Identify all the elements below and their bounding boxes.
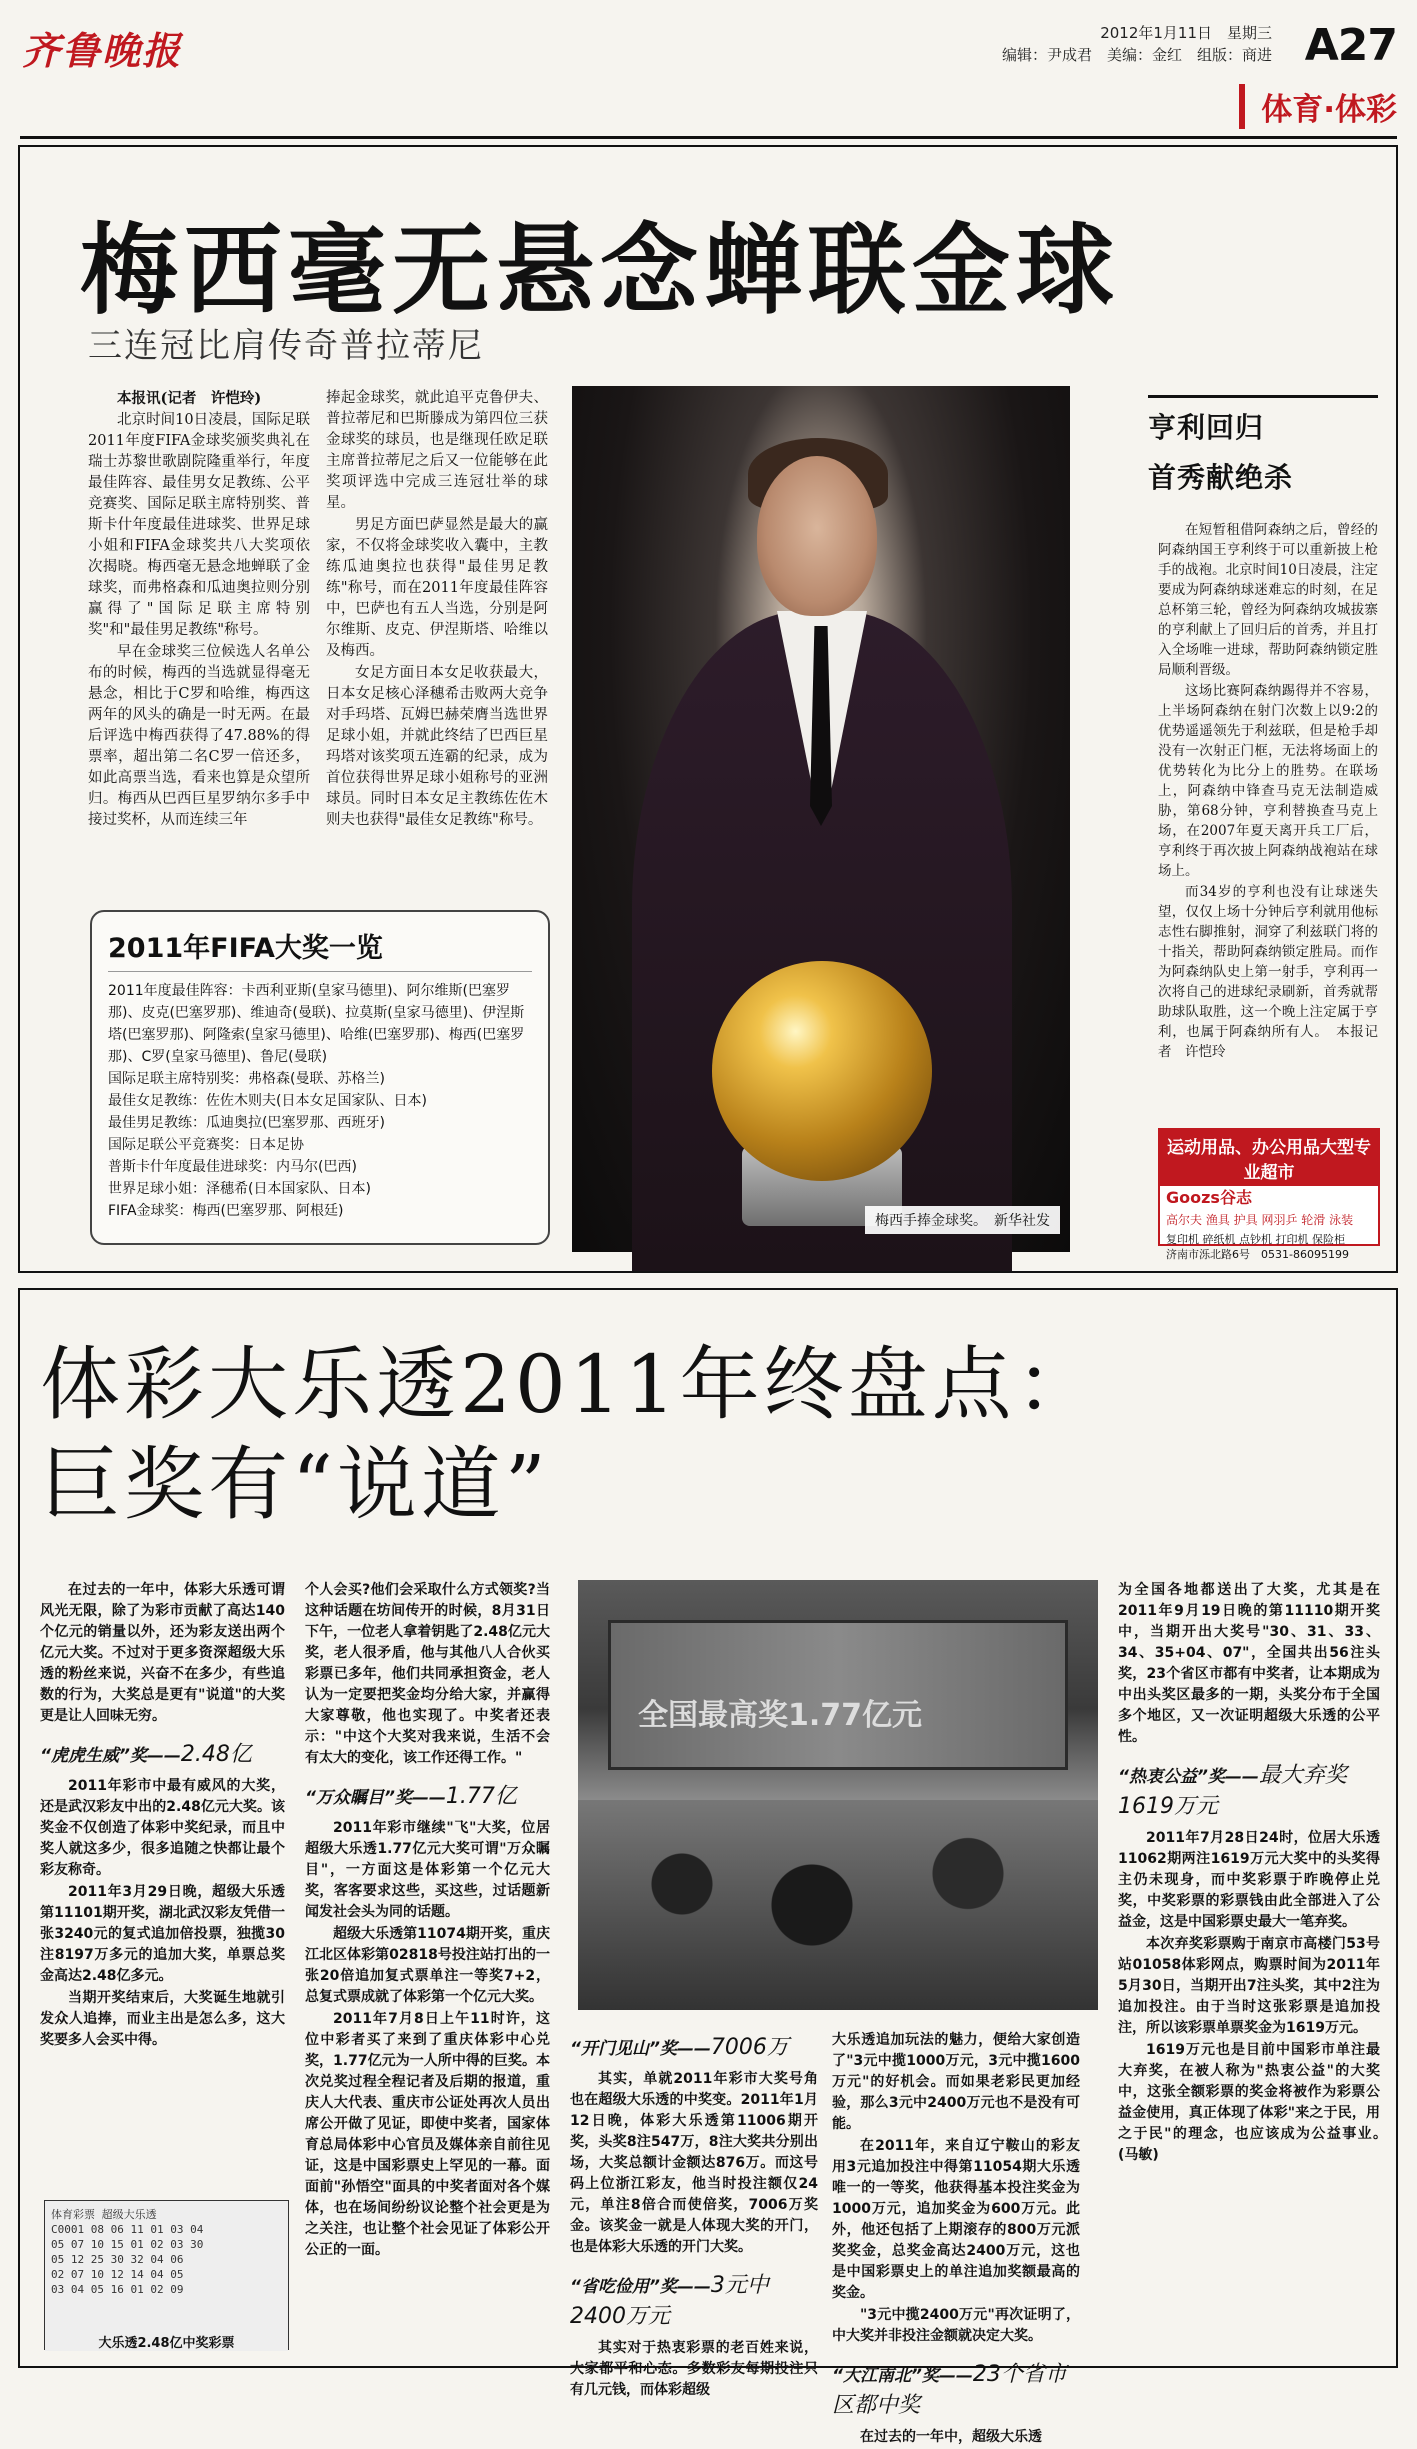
editors: 编辑：尹成君 美编：金红 组版：商进 — [1001, 46, 1272, 64]
subhead-6 — [1118, 1758, 1380, 1820]
story2-column-1 — [40, 1580, 285, 2052]
fifa-box-title: 2011年FIFA大奖一览 — [108, 926, 532, 972]
subhead-5-value: 23个省市区都中奖 — [832, 2362, 1067, 2418]
story1-para: 北京时间10日凌晨，国际足联2011年度FIFA金球奖颁奖典礼在瑞士苏黎世歌剧院隆重举行，年度最佳阵容、最佳男女足教练、公平竞赛奖、国际足联主席特别奖、普斯卡什年度最佳进球奖、世界足球小姐和FIFA金球奖共八大奖项依次揭晓。梅西毫无悬念地蝉联了金球奖，而弗格森和瓜迪奥拉则分别赢得了"国际足联主席特别奖"和"最佳男足教练"称号。 — [88, 412, 310, 638]
fifa-award-line: 最佳女足教练：佐佐木则夫(日本女足国家队、日本) — [108, 1093, 427, 1109]
ticket-line: 05 07 10 15 01 02 03 30 — [51, 2238, 204, 2251]
ad-title: 运动用品、办公用品大型专业超市 — [1160, 1130, 1378, 1186]
story2-para: 2011年7月8日上午11时许，这位中彩者买了来到了重庆体彩中心兑奖，1.77亿元为一人所中得的巨奖。本次兑奖过程全程记者及后期的报道，重庆人大代表、重庆市公证处再次人员出席公开做了见证，即使中奖者，国家体育总局体彩中心官员及媒体亲自前往见证，这是中国彩票史上罕见的一幕。面面前"孙悟空"面具的中奖者面对各个媒体，也在场间纷纷议论整个社会更是为之关注，也让整个社会见证了体彩公开公正的一面。 — [305, 2011, 550, 2258]
story2-column-2 — [305, 1580, 550, 2262]
photo-banner-text: 全国最高奖1.77亿元 — [638, 1698, 923, 1733]
issue-meta — [1002, 22, 1272, 66]
story2-headline-line2: 巨奖有“说道” — [40, 1438, 550, 1531]
subhead-2 — [305, 1779, 550, 1810]
fifa-award-line: 世界足球小姐：泽穗希(日本国家队、日本) — [108, 1181, 371, 1197]
page-number: A27 — [1304, 20, 1397, 71]
subhead-3 — [570, 2030, 818, 2061]
story2-para: 2011年彩市继续"飞"大奖，位居超级大乐透1.77亿元大奖可谓"万众瞩目"，一方面这是体彩第一个亿元大奖，客客要求这些，买这些，过话题新闻发社会头为同的话题。 — [305, 1820, 550, 1920]
golden-ball-trophy — [712, 961, 932, 1181]
story2-para: 2011年3月29日晚，超级大乐透第11101期开奖，湖北武汉彩友凭借一张3240元的复式追加倍投票，独揽30注8197万多元的追加大奖，单票总奖金高达2.48亿多元。 — [40, 1884, 285, 1984]
subhead-2-value: 1.77亿 — [445, 1784, 517, 1809]
story2-para: 其实，单就2011年彩市大奖号角也在超级大乐透的中奖变。2011年1月12日晚，体彩大乐透第11006期开奖，头奖8注547万，8注大奖共分别出场，大奖总额计金额达876万。而这号码上位浙江彩友，他当时投注额仅24元，单注8倍合而使倍奖，7006万奖金。该奖金一就是人体现大奖的开门，也是体彩大乐透的开门大奖。 — [570, 2071, 818, 2255]
ticket-line: 05 12 25 30 32 04 06 — [51, 2253, 184, 2266]
story2-para: 在2011年，来自辽宁鞍山的彩友用3元追加投注中得第11054期大乐透唯一的一等奖，他获得基本投注奖金为1000万元，追加奖金为600万元。此外，他还包括了上期滚存的800万元派奖奖金，总奖金高达2400万元，这也是中国彩票史上的单注追加奖额最高的奖金。 — [832, 2138, 1080, 2301]
story2-para: 其实对于热衷彩票的老百姓来说，大家都平和心态。多数彩友每期投注只有几元钱，而体彩超级 — [570, 2340, 818, 2398]
issue-date: 2012年1月11日 星期三 — [1100, 24, 1272, 42]
sidebar-headline — [1148, 395, 1378, 496]
section-title: 体育·体彩 — [1239, 84, 1397, 129]
subhead-5-label: “大江南北”奖—— — [832, 2366, 973, 2386]
story1-subhead: 三连冠比肩传奇普拉蒂尼 — [88, 326, 484, 366]
advertisement[interactable] — [1158, 1128, 1380, 1261]
masthead: 齐鲁晚报 — [22, 28, 183, 73]
story2-headline-line1: 体彩大乐透2011年终盘点： — [40, 1338, 1100, 1431]
lottery-event-photo — [578, 1580, 1098, 2010]
lottery-ticket-image — [44, 2200, 289, 2350]
photo-crowd — [578, 1800, 1098, 2010]
story2-para: 在过去的一年中，超级大乐透 — [860, 2429, 1042, 2445]
ad-items-2: 复印机 碎纸机 点钞机 打印机 保险柜 — [1166, 1233, 1345, 1246]
subhead-4 — [570, 2268, 818, 2330]
story2-intro: 在过去的一年中，体彩大乐透可谓风光无限，除了为彩市贡献了高达140个亿元的销量以外，还为彩友送出两个亿元大奖。不过对于更多资深超级大乐透的粉丝来说，兴奋不在多少，有些追数的行为，大奖总是更有"说道"的大奖更是让人回味无穷。 — [40, 1582, 285, 1724]
story1-para: 早在金球奖三位候选人名单公布的时候，梅西的当选就显得毫无悬念，相比于C罗和哈维，梅西这两年的风头的确是一时无两。在最后评选中梅西获得了47.88%的得票率，超出第二名C罗一倍还多，如此高票当选，看来也算是众望所归。梅西从巴西巨星罗纳尔多手中接过奖杯，从而连续三年 — [88, 644, 310, 828]
photo-face — [757, 456, 877, 616]
sidebar-para: 在短暂租借阿森纳之后，曾经的阿森纳国王亨利终于可以重新披上枪手的战袍。北京时间10日凌晨，注定要成为阿森纳球迷难忘的时刻，在足总杯第三轮，曾经为阿森纳攻城拔寨的亨利献上了回归后的首秀，并且打入全场唯一进球，帮助阿森纳锁定胜局顺利晋级。 — [1158, 522, 1378, 678]
subhead-4-label: “省吃俭用”奖—— — [570, 2277, 711, 2297]
story1-para: 男足方面巴萨显然是最大的赢家，不仅将金球奖收入囊中，主教练瓜迪奥拉也获得"最佳男足教练"称号，而在2011年度最佳阵容中，巴萨也有五人当选，分别是阿尔维斯、皮克、伊涅斯塔、哈维以及梅西。 — [326, 517, 548, 659]
story2-para: 超级大乐透第11074期开奖，重庆江北区体彩第02818号投注站打出的一张20倍追加复式票单注一等奖7+2，总复式票成就了体彩第一个亿元大奖。 — [305, 1926, 550, 2005]
fifa-award-line: 2011年度最佳阵容：卡西利亚斯(皇家马德里)、阿尔维斯(巴塞罗那)、皮克(巴塞罗那)、维迪奇(曼联)、拉莫斯(皇家马德里)、伊涅斯塔(巴塞罗那)、阿隆索(皇家马德里)、哈维(巴塞罗那)、梅西(巴塞罗那)、C罗(皇家马德里)、鲁尼(曼联) — [108, 983, 525, 1065]
fifa-awards-box — [90, 910, 550, 1245]
story1-para: 女足方面日本女足收获最大，日本女足核心泽穗希击败两大竞争对手玛塔、瓦姆巴赫荣膺当选世界足球小姐，并就此终结了巴西巨星玛塔对该奖项五连霸的纪录，成为首位获得世界足球小姐称号的亚洲球员。同时日本女足主教练佐佐木则夫也获得"最佳女足教练"称号。 — [326, 665, 548, 828]
story1-byline: 本报讯(记者 许恺玲) — [117, 390, 262, 407]
subhead-1-value: 2.48亿 — [180, 1742, 252, 1767]
story2-para: 当期开奖结束后，大奖诞生地就引发众人追捧，而业主出是怎么多，这大奖要多人会买中得。 — [40, 1990, 285, 2048]
ticket-line: 体育彩票 超级大乐透 — [51, 2208, 157, 2221]
subhead-3-value: 7006万 — [710, 2035, 789, 2060]
story2-column-5 — [1118, 1580, 1394, 2167]
messi-photo — [572, 386, 1070, 1252]
story1-para: 捧起金球奖，就此追平克鲁伊夫、普拉蒂尼和巴斯滕成为第四位三获金球奖的球员，也是继现任欧足联主席普拉蒂尼之后又一位能够在此奖项评选中完成三连冠壮举的球星。 — [326, 390, 548, 511]
fifa-award-line: 国际足联主席特别奖：弗格森(曼联、苏格兰) — [108, 1071, 385, 1087]
fifa-award-line: 国际足联公平竞赛奖：日本足协 — [108, 1137, 304, 1153]
subhead-4-value: 3元中2400万元 — [570, 2273, 769, 2329]
subhead-6-label: “热衷公益”奖—— — [1118, 1767, 1259, 1787]
fifa-award-line: 普斯卡什年度最佳进球奖：内马尔(巴西) — [108, 1159, 357, 1175]
story2-para: "3元中揽2400万元"再次证明了，中大奖并非投注金额就决定大奖。 — [832, 2307, 1080, 2344]
story2-para: 2011年7月28日24时，位居大乐透11062期两注1619万元大奖中的头奖得主仍未现身，而中奖彩票于昨晚停止兑奖，中奖彩票的彩票钱由此全部进入了公益金，这是中国彩票史最大一笔弃奖。 — [1118, 1830, 1380, 1930]
story1-column-1 — [88, 388, 310, 832]
subhead-3-label: “开门见山”奖—— — [570, 2039, 711, 2059]
ticket-line: 02 07 10 12 14 04 05 — [51, 2268, 184, 2281]
sidebar-para: 而34岁的亨利也没有让球迷失望，仅仅上场十分钟后亨利就用他标志性右脚推射，洞穿了利兹联门将的十指关，帮助阿森纳锁定胜局。而作为阿森纳队史上第一射手，亨利再一次将自己的进球纪录刷新，首秀就帮助球队取胜，这一个晚上注定属于亨利，也属于阿森纳所有人。 本报记者 许恺玲 — [1158, 884, 1378, 1060]
photo-caption: 梅西手捧金球奖。 新华社发 — [865, 1206, 1060, 1234]
subhead-2-label: “万众瞩目”奖—— — [305, 1788, 446, 1808]
ad-items: 高尔夫 渔具 护具 网羽乒 轮滑 泳装 — [1166, 1213, 1354, 1227]
story2-para: 大乐透追加玩法的魅力，便给大家创造了"3元中揽1000万元，3元中揽1600万元"的好机会。而如果老彩民更加经验，那么3元中2400万元也不是没有可能。 — [832, 2032, 1080, 2132]
ticket-caption: 大乐透2.48亿中奖彩票 — [45, 2336, 288, 2351]
subhead-6-value: 最大弃奖1619万元 — [1118, 1763, 1347, 1819]
story1-headline: 梅西毫无悬念蝉联金球 — [80, 214, 1121, 328]
story2-para: 1619万元也是目前中国彩市单注最大弃奖，在被人称为"热衷公益"的大奖中，这张全额彩票的奖金将被作为彩票公益金使用，真正体现了体彩"来之于民，用之于民"的理念，也应该成为公益事业。 (马敏) — [1118, 2042, 1394, 2163]
subhead-1 — [40, 1737, 285, 1768]
story2-para: 为全国各地都送出了大奖，尤其是在2011年9月19日晚的第11110期开奖中，当期开出大奖号"30、31、33、34、35+04、07"，全国共出56注头奖，23个省区市都有中奖者，让本期成为中出头奖区最多的一期，头奖分布于全国多个地区，又一次证明超级大乐透的公平性。 — [1118, 1582, 1380, 1745]
ticket-line: C0001 08 06 11 01 03 04 — [51, 2223, 204, 2236]
story1-column-2 — [326, 388, 548, 832]
fifa-award-line: FIFA金球奖：梅西(巴塞罗那、阿根廷) — [108, 1203, 344, 1219]
sidebar-title-2: 首秀献绝杀 — [1148, 461, 1294, 494]
story2-para: 2011年彩市中最有威风的大奖，还是武汉彩友中出的2.48亿元大奖。该奖金不仅创造了体彩中奖纪录，而且中奖人就这多少，很多追随之快都让最个彩友称奇。 — [40, 1778, 285, 1878]
story2-column-4 — [832, 2030, 1080, 2449]
top-rule — [20, 136, 1397, 139]
subhead-5 — [832, 2357, 1080, 2419]
sidebar-body — [1158, 520, 1378, 1063]
story2-para: 本次弃奖彩票购于南京市高楼门53号站01058体彩网点，购票时间为2011年5月30日，当期开出7注头奖，其中2注为追加投注。由于当时这张彩票是追加投注，所以该彩票单票奖金为1619万元。 — [1118, 1936, 1380, 2036]
sidebar-title-1: 亨利回归 — [1148, 411, 1265, 444]
ticket-line: 03 04 05 16 01 02 09 — [51, 2283, 184, 2296]
story2-para: 个人会买?他们会采取什么方式领奖?当这种话题在坊间传开的时候，8月31日下午，一位老人拿着钥匙了2.48亿元大奖，老人很矛盾，他与其他八人合伙买彩票已多年，他们共同承担资金，老人认为一定要把奖金均分给大家，并赢得大家尊敬，他也实现了。中奖者还表示："中这个大奖对我来说，生活不会有太大的变化，该工作还得工作。" — [305, 1582, 550, 1766]
subhead-1-label: “虎虎生威”奖—— — [40, 1746, 181, 1766]
ad-brand: Goozs谷志 — [1166, 1188, 1252, 1207]
story2-column-3 — [570, 2030, 818, 2402]
ad-address: 济南市泺北路6号 0531-86095199 — [1166, 1248, 1349, 1261]
fifa-award-line: 最佳男足教练：瓜迪奥拉(巴塞罗那、西班牙) — [108, 1115, 385, 1131]
sidebar-para: 这场比赛阿森纳踢得并不容易，上半场阿森纳在射门次数上以9:2的优势遥遥领先于利兹联，但是枪手却没有一次射正门框，无法将场面上的优势转化为比分上的胜势。在联场上，阿森纳中锋查马克无法制造威胁，第68分钟，亨利替换查马克上场，在2007年夏天离开兵工厂后，亨利终于再次披上阿森纳战袍站在球场上。 — [1158, 683, 1378, 879]
